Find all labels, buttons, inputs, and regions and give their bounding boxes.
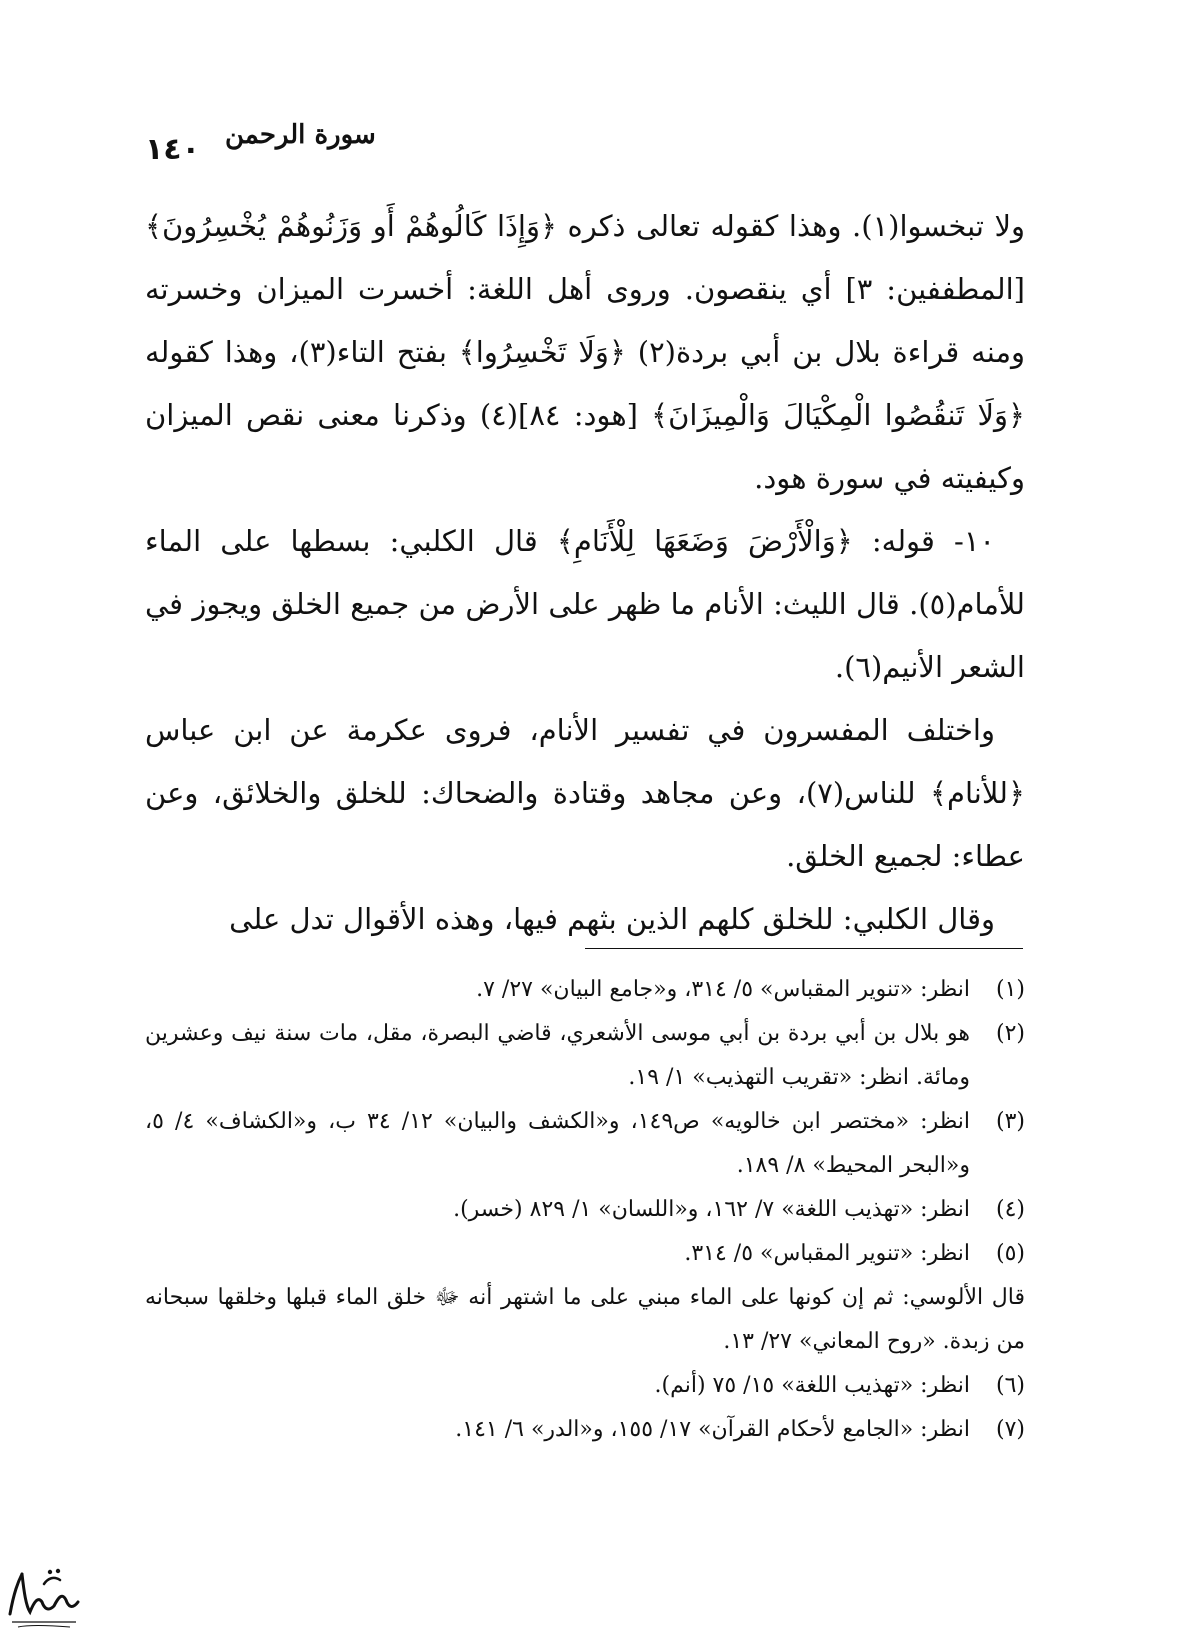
footnote-divider [585, 948, 1023, 949]
page-number: ١٤٠ [145, 132, 200, 167]
page-header [145, 110, 1025, 170]
paragraph: واختلف المفسرون في تفسير الأنام، فروى عكرمة عن ابن عباس ﴿للأنام﴾ للناس(٧)، وعن مجاهد وقتادة والضحاك: للخلق والخلائق، وعن عطاء: لجميع الخلق. [145, 713, 1025, 873]
footnote-text: انظر: «الجامع لأحكام القرآن» ١٧/ ١٥٥، و«الدر» ٦/ ١٤١. [455, 1417, 970, 1442]
footnote [145, 1364, 1025, 1408]
footnote-text: انظر: «تهذيب اللغة» ٧/ ١٦٢، و«اللسان» ١/ ٨٢٩ (خسر). [453, 1197, 970, 1222]
footnote-number: (٥) [995, 1241, 1025, 1266]
footnote-continuation: قال الألوسي: ثم إن كونها على الماء مبني على ما اشتهر أنه ﷻ خلق الماء قبلها وخلقها سبحانه من زبدة. «روح المعاني» ٢٧/ ١٣. [145, 1285, 1025, 1354]
footnote-text: انظر: «تنوير المقباس» ٥/ ٣١٤، و«جامع البيان» ٢٧/ ٧. [476, 977, 970, 1002]
paragraph: ١٠- قوله: ﴿وَالْأَرْضَ وَضَعَهَا لِلْأَنَامِ﴾ قال الكلبي: بسطها على الماء للأمام(٥). قال الليث: الأنام ما ظهر على الأرض من جميع الخلق ويجوز في الشعر الأنيم(٦). [145, 524, 1025, 684]
footnote-text: انظر: «تهذيب اللغة» ١٥/ ٧٥ (أنم). [654, 1373, 970, 1398]
footnote-text: انظر: «تنوير المقباس» ٥/ ٣١٤. [684, 1241, 970, 1266]
footnote-number: (٢) [995, 1021, 1025, 1046]
footnote [145, 1012, 1025, 1100]
footnote-number: (٦) [995, 1373, 1025, 1398]
footnote-text: هو بلال بن أبي بردة بن أبي موسى الأشعري، قاضي البصرة، مقل، مات سنة نيف وعشرين ومائة. انظر: «تقريب التهذيب» ١/ ١٩. [145, 1021, 970, 1090]
footnote-number: (٤) [995, 1197, 1025, 1222]
footnote-text: انظر: «مختصر ابن خالويه» ص١٤٩، و«الكشف والبيان» ١٢/ ٣٤ ب، و«الكشاف» ٤/ ٥، و«البحر المحيط» ٨/ ١٨٩. [145, 1109, 971, 1178]
paragraph: وقال الكلبي: للخلق كلهم الذين بثهم فيها، وهذه الأقوال تدل على [229, 902, 995, 936]
paragraph: ولا تبخسوا(١). وهذا كقوله تعالى ذكره ﴿وَإِذَا كَالُوهُمْ أَو وَزَنُوهُمْ يُخْسِرُونَ﴾ [المطففين: ٣] أي ينقصون. وروى أهل اللغة: أخسرت الميزان وخسرته ومنه قراءة بلال بن أبي بردة(٢) ﴿وَلَا تَخْسِرُوا﴾ بفتح التاء(٣)، وهذا كقوله ﴿وَلَا تَنقُصُوا الْمِكْيَالَ وَالْمِيزَانَ﴾ [هود: ٨٤](٤) وذكرنا معنى نقص الميزان وكيفيته في سورة هود. [145, 209, 1026, 495]
footnotes [145, 968, 1025, 1452]
surah-title: سورة الرحمن [225, 120, 376, 150]
footnote-number: (١) [995, 977, 1025, 1002]
footnote-number: (٧) [995, 1417, 1025, 1442]
footnote [145, 1100, 1025, 1188]
main-text [145, 195, 1025, 951]
footnote [145, 968, 1025, 1012]
footnote [145, 1188, 1025, 1232]
publisher-logo-icon [4, 1562, 82, 1632]
footnote [145, 1232, 1025, 1276]
footnote [145, 1408, 1025, 1452]
footnote-number: (٣) [995, 1109, 1025, 1134]
